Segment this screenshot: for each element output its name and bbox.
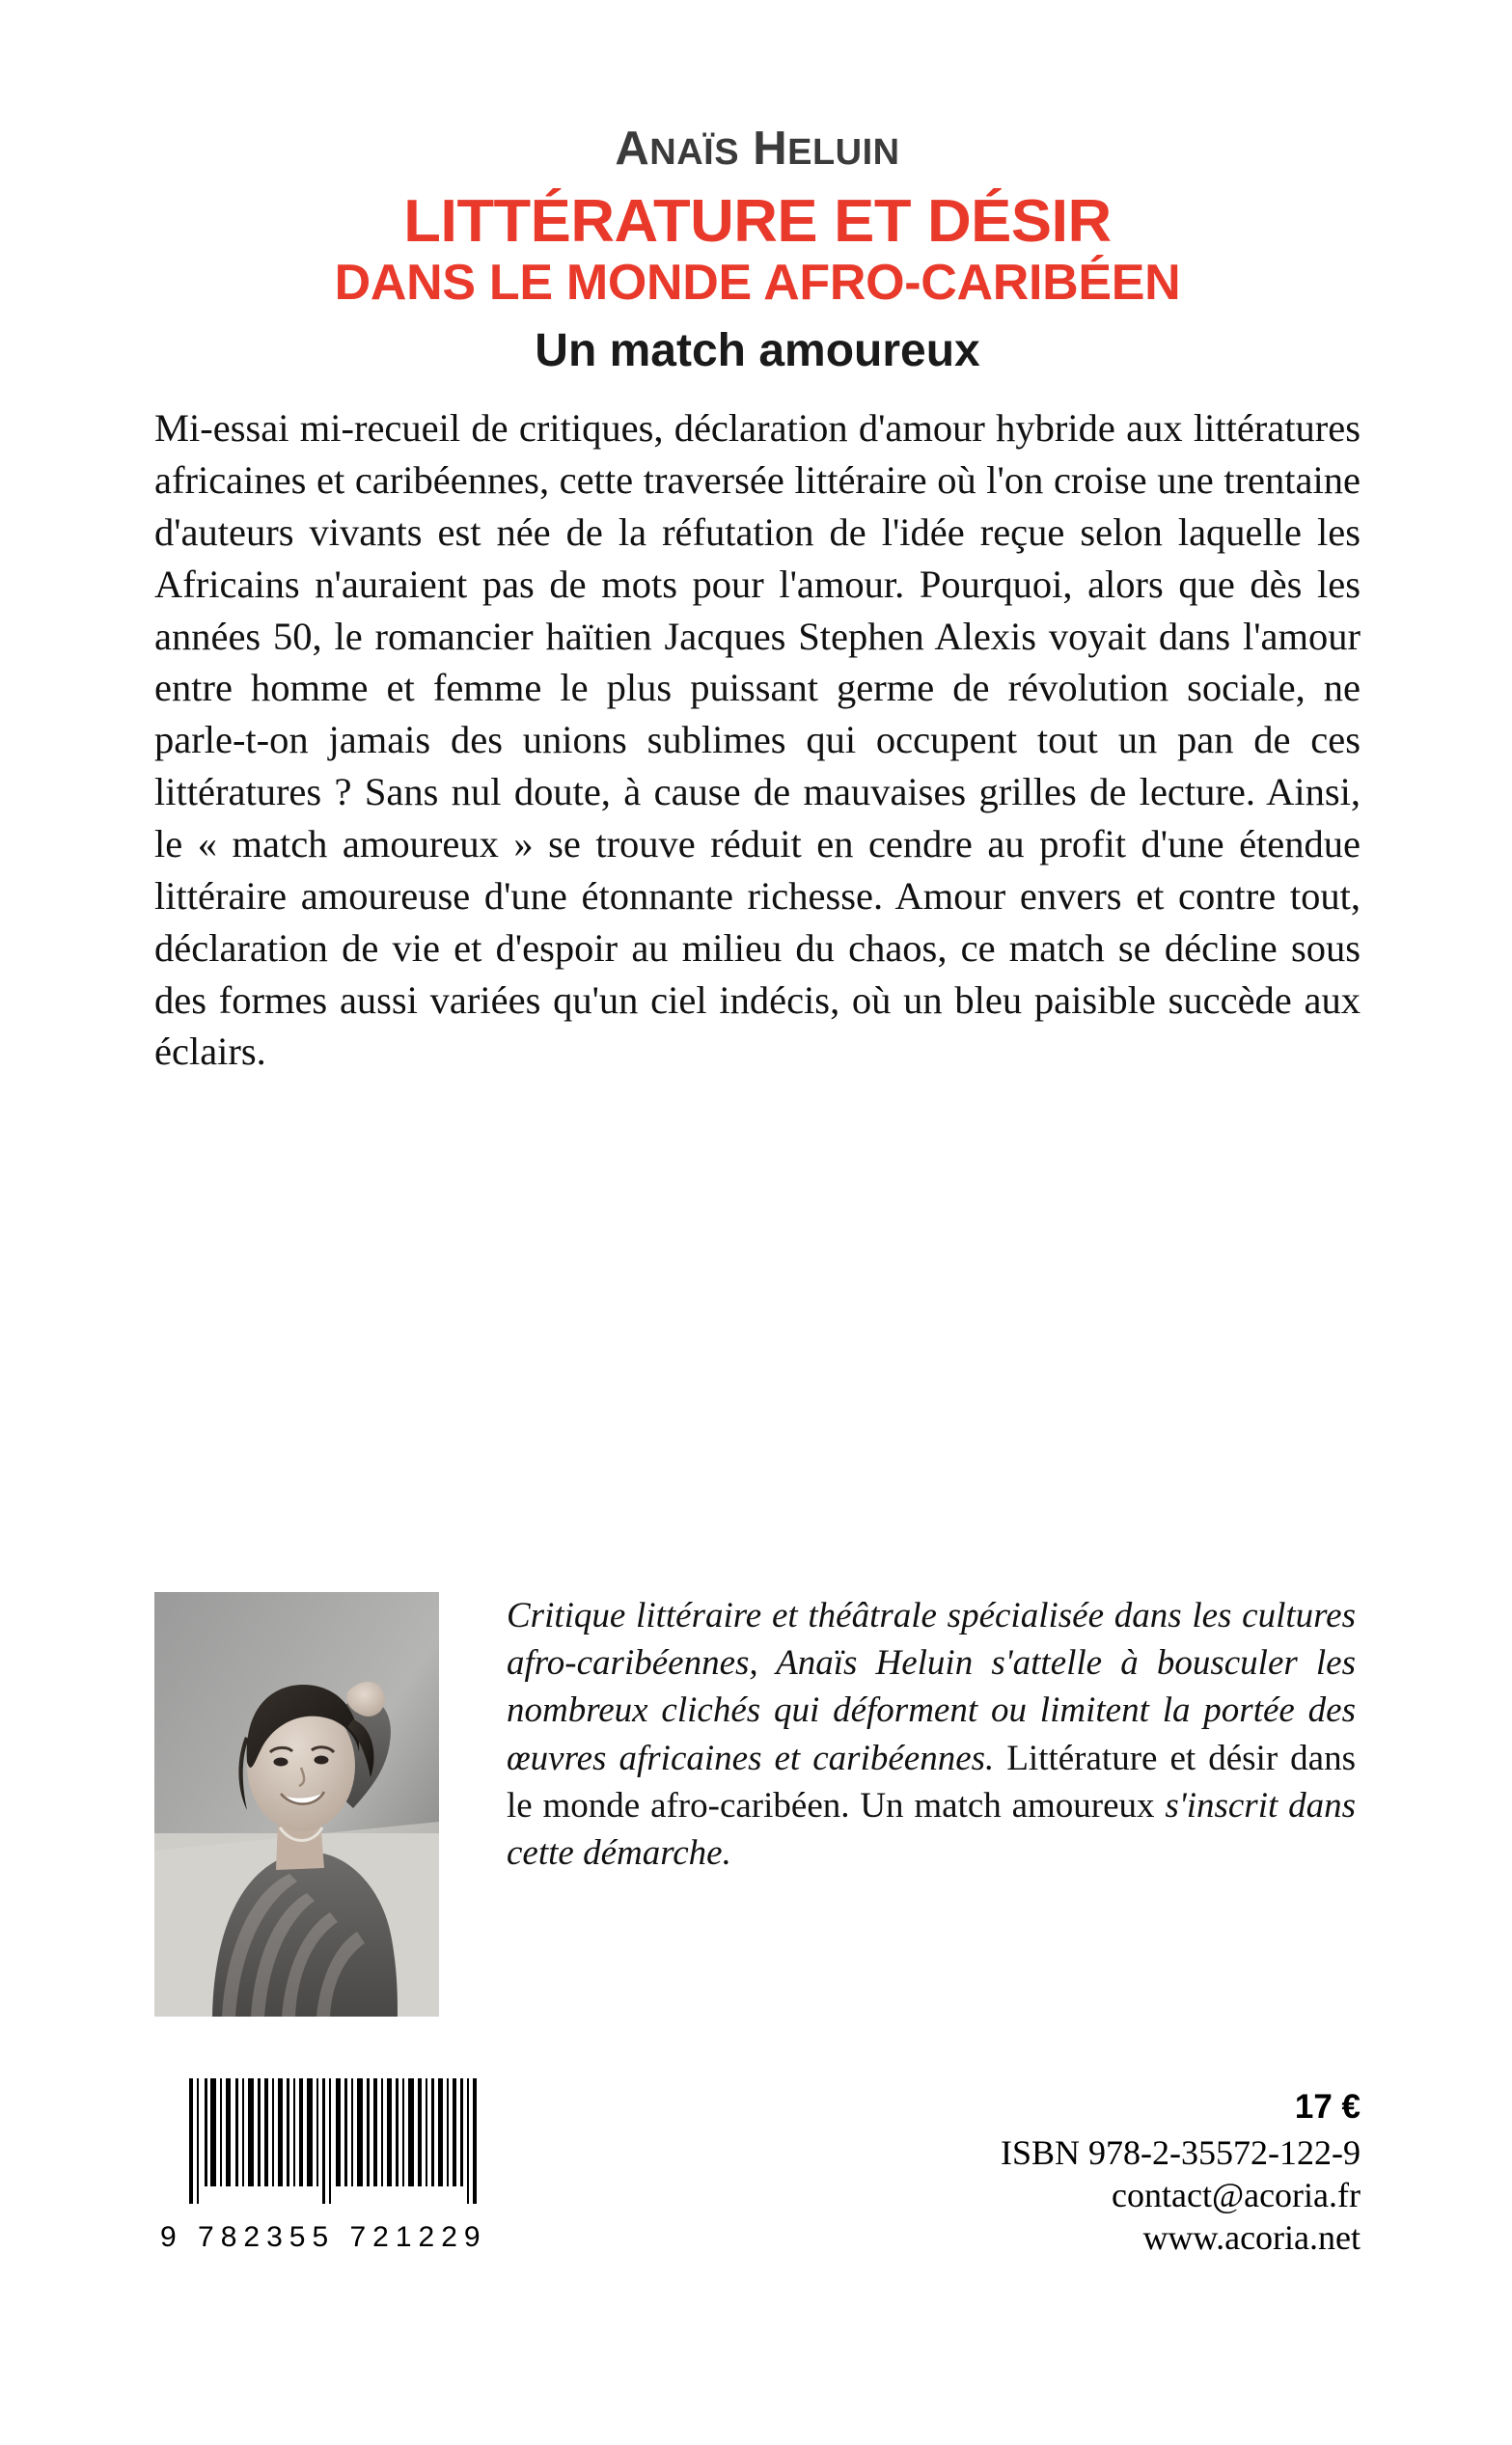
cover-content — [154, 125, 1361, 1078]
price: 17 € — [1294, 2088, 1361, 2126]
author-bio-text — [507, 1592, 1356, 1877]
publisher-website: www.acoria.net — [1142, 2217, 1361, 2257]
author-bio-part2: s'inscrit dans cette démarche. — [507, 1785, 1356, 1874]
footer — [154, 2074, 1361, 2260]
author-portrait — [154, 1592, 439, 2017]
pricing-block — [685, 2074, 1361, 2260]
author-name — [154, 125, 1361, 173]
isbn: ISBN 978-2-35572-122-9 — [1001, 2133, 1361, 2172]
author-bio-book-title: Littérature et désir dans le monde afro-caribéen. Un match amoureux — [507, 1738, 1357, 1826]
book-subtitle: Un match amoureux — [535, 324, 980, 376]
barcode-digits: 9 782355 721229 — [160, 2221, 487, 2253]
contact-email: contact@acoria.fr — [1112, 2175, 1361, 2214]
barcode-image — [154, 2074, 540, 2219]
author-portrait-image — [154, 1592, 439, 2017]
author-bio-part1: Critique littéraire et théâtrale spécialisée dans les cultures afro-caribéennes, Anaïs Heluin s'attelle à bousculer les nombreux clichés qui déforment ou limitent la portée des œuvres africaines et caribéennes. — [507, 1596, 1356, 1778]
book-title-line1: LITTÉRATURE ET DÉSIR — [403, 188, 1112, 255]
author-name-text: ANAÏS HELUIN — [615, 123, 900, 175]
barcode — [154, 2074, 560, 2254]
book-title-line2: DANS LE MONDE AFRO-CARIBÉEN — [334, 255, 1181, 312]
author-bio-row — [154, 1592, 1361, 2017]
back-cover-blurb: Mi-essai mi-recueil de critiques, déclaration d'amour hybride aux littératures africaines et caribéennes, cette traversée littéraire où l'on croise une trentaine d'auteurs vivants est née de la réfutation de l'idée reçue selon laquelle les Africains n'auraient pas de mots pour l'amour. Pourquoi, alors que dès les années 50, le romancier haïtien Jacques Stephen Alexis voyait dans l'amour entre homme et femme le plus puissant germe de révolution sociale, ne parle-t-on jamais des unions sublimes qui occupent tout un pan de ces littératures ? Sans nul doute, à cause de mauvaises grilles de lecture. Ainsi, le « match amoureux » se trouve réduit en cendre au profit d'une étendue littéraire amoureuse d'une étonnante richesse. Amour envers et contre tout, déclaration de vie et d'espoir au milieu du chaos, ce match se décline sous des formes aussi variées qu'un ciel indécis, où un bleu paisible succède aux éclairs. — [154, 406, 1361, 1074]
